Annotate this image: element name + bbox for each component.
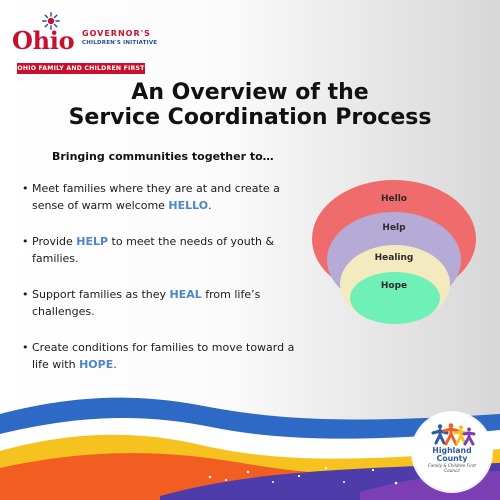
goal-text-end: . xyxy=(113,358,117,371)
goal-accent: HELP xyxy=(76,235,109,248)
goal-text: Meet families where they are at and create a sense of warm welcome xyxy=(32,182,280,212)
title-line-2: Service Coordination Process xyxy=(68,105,432,130)
goal-item-heal xyxy=(22,286,308,320)
goal-accent: HELLO xyxy=(168,199,209,212)
hope-ellipse xyxy=(350,272,440,324)
people-icon xyxy=(428,423,476,447)
goals-list xyxy=(22,180,308,392)
hope-label: Hope xyxy=(380,281,408,291)
goal-text: Provide xyxy=(32,235,77,248)
ohio-wordmark: Ohio xyxy=(12,26,75,55)
goal-item-help xyxy=(22,233,308,267)
goal-item-hello xyxy=(22,180,308,214)
goal-text-end: from life’s challenges. xyxy=(32,288,261,318)
title-line-1: An Overview of the xyxy=(131,80,369,105)
ohio-family-children-first-logo xyxy=(8,8,158,72)
goal-accent: HOPE xyxy=(79,358,114,371)
page-title xyxy=(0,80,500,130)
goal-accent: HEAL xyxy=(169,288,202,301)
goal-text-end: to meet the needs of youth & families. xyxy=(32,235,275,265)
highland-county-logo xyxy=(413,413,491,491)
county-subtitle: Family & Children First Council xyxy=(428,463,476,473)
help-label: Help xyxy=(382,223,406,233)
family-children-first-bar: OHIO FAMILY AND CHILDREN FIRST xyxy=(17,65,145,72)
goal-item-hope xyxy=(22,339,308,373)
hello-label: Hello xyxy=(381,194,407,204)
intro-text: Bringing communities together to… xyxy=(52,150,274,163)
goal-text: Support families as they xyxy=(32,288,170,301)
initiative-text xyxy=(82,29,158,46)
healing-label: Healing xyxy=(374,253,414,263)
county-name: Highland County xyxy=(432,446,472,463)
goal-text: Create conditions for families to move toward a life with xyxy=(32,341,295,371)
goal-text-end: . xyxy=(208,199,212,212)
governors-label: GOVERNOR'S xyxy=(82,29,151,38)
childrens-initiative-label: CHILDREN'S INITIATIVE xyxy=(82,40,158,46)
